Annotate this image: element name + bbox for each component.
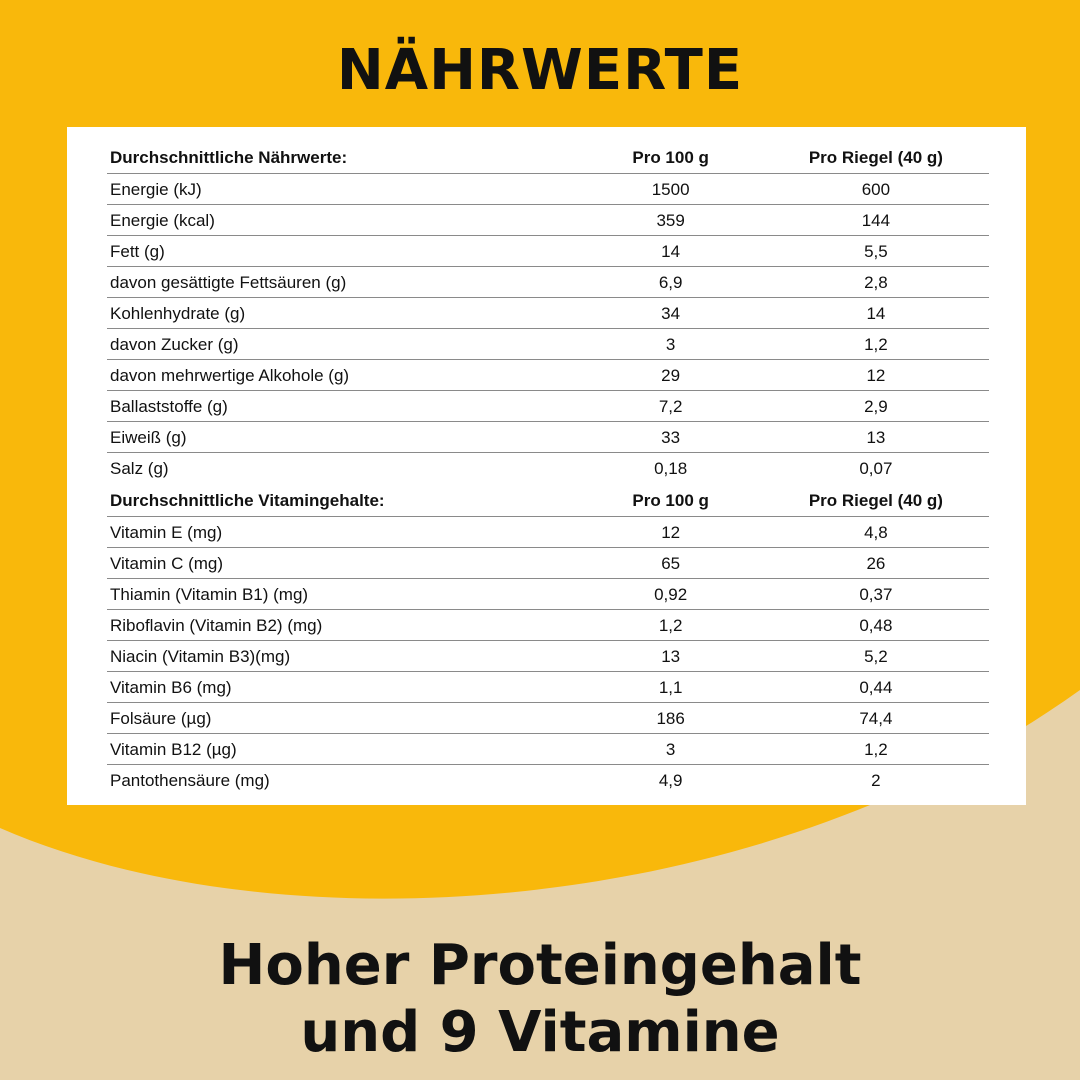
cell-per-100g: 12 bbox=[579, 517, 763, 548]
nutrition-card bbox=[67, 127, 1026, 805]
cell-label: davon mehrwertige Alkohole (g) bbox=[107, 360, 578, 391]
cell-per-100g: 1500 bbox=[578, 174, 762, 205]
cell-label: Thiamin (Vitamin B1) (mg) bbox=[107, 579, 579, 610]
cell-label: Pantothensäure (mg) bbox=[110, 770, 270, 790]
table-row bbox=[107, 453, 989, 484]
vitamin-table-body bbox=[107, 517, 989, 796]
cell-per-bar: 4,8 bbox=[763, 517, 989, 548]
cell-per-bar: 600 bbox=[763, 174, 989, 205]
table-row bbox=[107, 236, 989, 267]
cell-per-100g: 7,2 bbox=[578, 391, 762, 422]
table-row bbox=[107, 298, 989, 329]
cell-per-100g: 33 bbox=[578, 422, 762, 453]
cell-per-bar: 1,2 bbox=[763, 734, 989, 765]
nutrition-table bbox=[107, 142, 989, 483]
cell-per-bar: 2 bbox=[871, 770, 881, 790]
page-title: NÄHRWERTE bbox=[336, 38, 744, 103]
table-row bbox=[107, 391, 989, 422]
cell-label: Riboflavin (Vitamin B2) (mg) bbox=[107, 610, 579, 641]
cell-per-100g: 0,92 bbox=[579, 579, 763, 610]
column-header-per-100g: Pro 100 g bbox=[578, 142, 762, 174]
cell-per-100g: 6,9 bbox=[578, 267, 762, 298]
table-row bbox=[107, 205, 989, 236]
column-header-per-bar: Pro Riegel (40 g) bbox=[763, 142, 989, 174]
cell-per-100g: 3 bbox=[579, 734, 763, 765]
cell-per-bar: 0,07 bbox=[859, 458, 893, 478]
cell-per-100g: 4,9 bbox=[658, 770, 683, 790]
cell-label: Energie (kJ) bbox=[107, 174, 578, 205]
cell-per-bar: 74,4 bbox=[763, 703, 989, 734]
slogan-line-1: Hoher Proteingehalt bbox=[218, 933, 862, 998]
table-row bbox=[107, 641, 989, 672]
table-row bbox=[107, 672, 989, 703]
cell-per-bar: 2,9 bbox=[763, 391, 989, 422]
column-header-vitamin: Durchschnittliche Vitamingehalte: bbox=[107, 485, 579, 517]
table-row bbox=[107, 579, 989, 610]
table-row bbox=[107, 703, 989, 734]
cell-per-bar: 1,2 bbox=[763, 329, 989, 360]
table-row bbox=[107, 422, 989, 453]
cell-per-bar: 26 bbox=[763, 548, 989, 579]
cell-per-100g: 13 bbox=[579, 641, 763, 672]
table-row bbox=[107, 360, 989, 391]
cell-per-100g: 14 bbox=[578, 236, 762, 267]
cell-label: Eiweiß (g) bbox=[107, 422, 578, 453]
cell-per-bar: 14 bbox=[763, 298, 989, 329]
cell-label: Niacin (Vitamin B3)(mg) bbox=[107, 641, 579, 672]
cell-per-bar: 13 bbox=[763, 422, 989, 453]
table-row bbox=[107, 267, 989, 298]
cell-per-bar: 144 bbox=[763, 205, 989, 236]
cell-label: davon gesättigte Fettsäuren (g) bbox=[107, 267, 578, 298]
vitamin-table bbox=[107, 485, 989, 795]
table-header-row bbox=[107, 485, 989, 517]
cell-per-100g: 65 bbox=[579, 548, 763, 579]
cell-label: Vitamin B12 (µg) bbox=[107, 734, 579, 765]
cell-per-100g: 34 bbox=[578, 298, 762, 329]
cell-label: Folsäure (µg) bbox=[107, 703, 579, 734]
cell-label: Ballaststoffe (g) bbox=[107, 391, 578, 422]
cell-label: davon Zucker (g) bbox=[107, 329, 578, 360]
cell-per-bar: 0,44 bbox=[763, 672, 989, 703]
cell-per-100g: 359 bbox=[578, 205, 762, 236]
table-row bbox=[107, 548, 989, 579]
table-row bbox=[107, 610, 989, 641]
cell-per-bar: 5,5 bbox=[763, 236, 989, 267]
cell-per-100g: 1,1 bbox=[579, 672, 763, 703]
slogan-line-2: und 9 Vitamine bbox=[300, 1000, 780, 1065]
table-row bbox=[107, 329, 989, 360]
cell-per-100g: 186 bbox=[579, 703, 763, 734]
cell-per-bar: 0,48 bbox=[763, 610, 989, 641]
column-header-nutrient: Durchschnittliche Nährwerte: bbox=[107, 142, 578, 174]
cell-label: Kohlenhydrate (g) bbox=[107, 298, 578, 329]
slogan bbox=[0, 932, 1080, 1066]
cell-per-100g: 1,2 bbox=[579, 610, 763, 641]
table-row bbox=[107, 174, 989, 205]
cell-label: Salz (g) bbox=[110, 458, 169, 478]
cell-label: Fett (g) bbox=[107, 236, 578, 267]
table-row bbox=[107, 734, 989, 765]
table-row bbox=[107, 517, 989, 548]
column-header-per-bar: Pro Riegel (40 g) bbox=[763, 485, 989, 517]
cell-label: Vitamin C (mg) bbox=[107, 548, 579, 579]
cell-per-bar: 0,37 bbox=[763, 579, 989, 610]
cell-per-bar: 12 bbox=[763, 360, 989, 391]
cell-label: Energie (kcal) bbox=[107, 205, 578, 236]
nutrition-table-body bbox=[107, 174, 989, 484]
cell-label: Vitamin B6 (mg) bbox=[107, 672, 579, 703]
cell-label: Vitamin E (mg) bbox=[107, 517, 579, 548]
column-header-per-100g: Pro 100 g bbox=[579, 485, 763, 517]
cell-per-100g: 3 bbox=[578, 329, 762, 360]
table-row bbox=[107, 765, 989, 796]
cell-per-100g: 0,18 bbox=[654, 458, 688, 478]
cell-per-bar: 5,2 bbox=[763, 641, 989, 672]
cell-per-100g: 29 bbox=[578, 360, 762, 391]
table-header-row bbox=[107, 142, 989, 174]
cell-per-bar: 2,8 bbox=[763, 267, 989, 298]
